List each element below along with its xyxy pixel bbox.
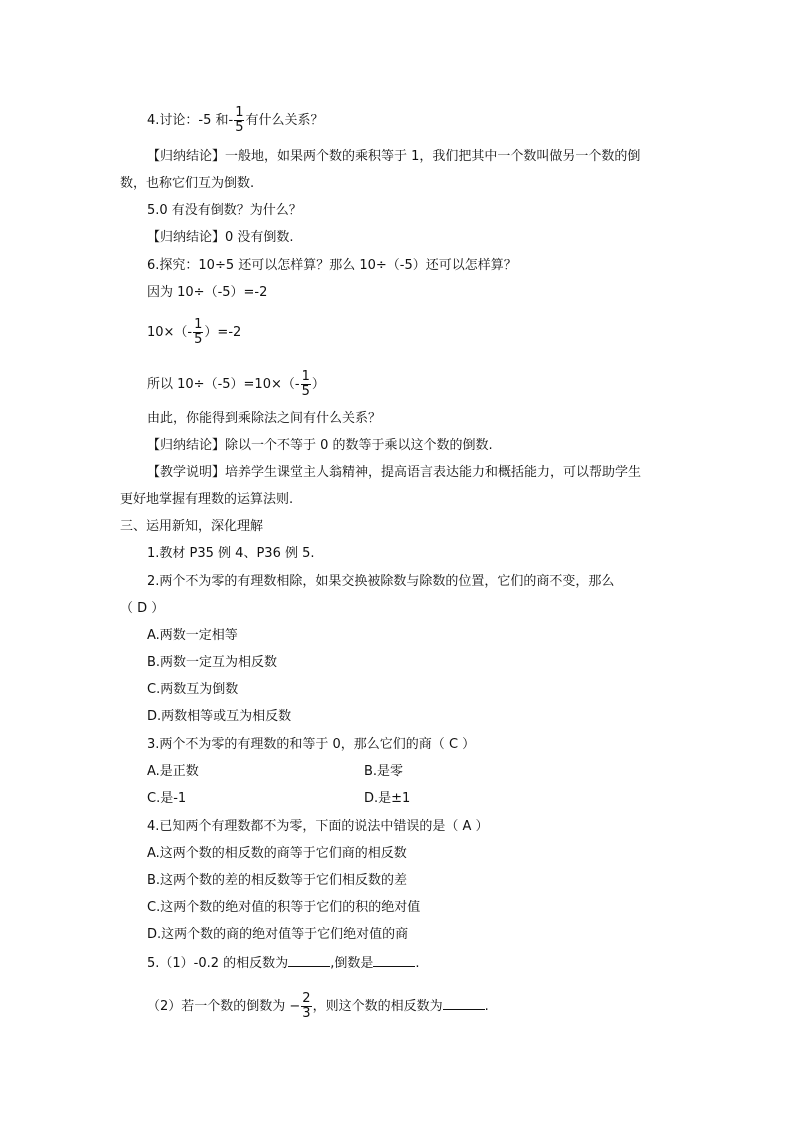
conclusion-3: 【归纳结论】除以一个不等于 0 的数等于乘以这个数的倒数. bbox=[147, 438, 493, 453]
exercise-3-option-c: C.是-1 bbox=[147, 791, 187, 806]
step-3: 所以 10÷（-5）=10×（- $\frac{1}{5}$ ） bbox=[147, 369, 325, 399]
exercise-5-part-2: （2）若一个数的倒数为 − $\frac{2}{3}$ ，则这个数的相反数为 . bbox=[147, 991, 489, 1021]
question-6: 6.探究：10÷5 还可以怎样算？那么 10÷（-5）还可以怎样算？ bbox=[147, 258, 517, 273]
exercise-4-stem: 4.已知两个有理数都不为零，下面的说法中错误的是（ A ） bbox=[147, 819, 489, 834]
question-relation: 由此，你能得到乘除法之间有什么关系？ bbox=[147, 411, 382, 426]
exercise-3-option-a: A.是正数 bbox=[147, 764, 199, 779]
exercise-2-answer: （ D ） bbox=[120, 601, 165, 616]
fraction-one-fifth: $\frac{1}{5}$ bbox=[194, 317, 203, 347]
answer-blank[interactable] bbox=[288, 954, 330, 967]
step-1: 因为 10÷（-5）=-2 bbox=[147, 285, 268, 300]
exercise-2-option-a: A.两数一定相等 bbox=[147, 628, 238, 643]
step-2: 10×（- $\frac{1}{5}$ ）=-2 bbox=[147, 317, 242, 347]
q4-suffix: 有什么关系？ bbox=[245, 113, 324, 128]
answer-blank[interactable] bbox=[443, 997, 485, 1010]
exercise-2-stem: 2.两个不为零的有理数相除，如果交换被除数与除数的位置，它们的商不变，那么 bbox=[147, 574, 615, 589]
fraction-one-fifth: $\frac{1}{5}$ bbox=[235, 105, 244, 135]
exercise-4-option-b: B.这两个数的差的相反数等于它们相反数的差 bbox=[147, 873, 408, 888]
fraction-one-fifth: $\frac{1}{5}$ bbox=[301, 369, 310, 399]
exercise-3-stem: 3.两个不为零的有理数的和等于 0，那么它们的商（ C ） bbox=[147, 737, 476, 752]
question-5: 5.0 有没有倒数？为什么？ bbox=[147, 203, 302, 218]
exercise-4-option-c: C.这两个数的绝对值的积等于它们的积的绝对值 bbox=[147, 900, 421, 915]
exercise-2-option-c: C.两数互为倒数 bbox=[147, 682, 239, 697]
section-heading: 三、运用新知，深化理解 bbox=[120, 519, 264, 534]
exercise-4-option-a: A.这两个数的相反数的商等于它们商的相反数 bbox=[147, 846, 407, 861]
question-4 bbox=[147, 106, 324, 135]
teaching-note-line-1: 【教学说明】培养学生课堂主人翁精神，提高语言表达能力和概括能力，可以帮助学生 bbox=[147, 465, 642, 480]
teaching-note-line-2: 更好地掌握有理数的运算法则. bbox=[120, 492, 294, 507]
exercise-3-option-b: B.是零 bbox=[364, 764, 404, 779]
q4-prefix: 4.讨论：-5 和- bbox=[147, 113, 234, 128]
conclusion-1-line-2: 数，也称它们互为倒数. bbox=[120, 176, 255, 191]
exercise-3-option-d: D.是±1 bbox=[364, 791, 411, 806]
exercise-2-option-d: D.两数相等或互为相反数 bbox=[147, 709, 292, 724]
conclusion-2: 【归纳结论】0 没有倒数. bbox=[147, 230, 294, 245]
answer-blank[interactable] bbox=[373, 954, 415, 967]
fraction-two-thirds: $\frac{2}{3}$ bbox=[302, 991, 311, 1021]
exercise-5-part-1: 5.（1）-0.2 的相反数为 ,倒数是 . bbox=[147, 956, 420, 971]
exercise-4-option-d: D.这两个数的商的绝对值等于它们绝对值的商 bbox=[147, 927, 409, 942]
exercise-1: 1.教材 P35 例 4、P36 例 5. bbox=[147, 546, 315, 561]
exercise-2-option-b: B.两数一定互为相反数 bbox=[147, 655, 278, 670]
conclusion-1-line-1: 【归纳结论】一般地，如果两个数的乘积等于 1，我们把其中一个数叫做另一个数的倒 bbox=[147, 149, 641, 164]
